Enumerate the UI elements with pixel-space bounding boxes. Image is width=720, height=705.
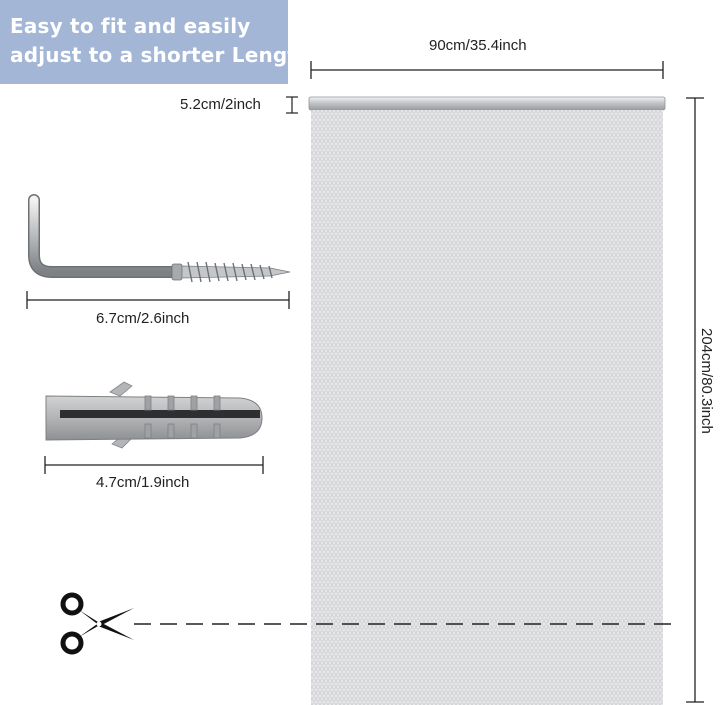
chain-curtain <box>311 110 663 705</box>
headline-line-2: adjust to a shorter Length <box>10 43 312 67</box>
wall-plug-icon <box>46 382 262 448</box>
curtain-rail <box>309 97 665 110</box>
height-label: 204cm/80.3inch <box>698 328 715 434</box>
rail-height-marker <box>286 97 298 113</box>
scissors-icon <box>63 595 134 652</box>
hook-length-label: 6.7cm/2.6inch <box>96 310 190 327</box>
headline-line-1: Easy to fit and easily <box>10 14 251 38</box>
width-dimension-line <box>311 61 663 79</box>
plug-length-label: 4.7cm/1.9inch <box>96 474 190 491</box>
hook-dimension-line <box>27 291 289 309</box>
rail-height-label: 5.2cm/2inch <box>180 96 261 113</box>
plug-dimension-line <box>45 456 263 474</box>
width-label: 90cm/35.4inch <box>429 37 527 54</box>
screw-hook-icon <box>34 200 290 282</box>
